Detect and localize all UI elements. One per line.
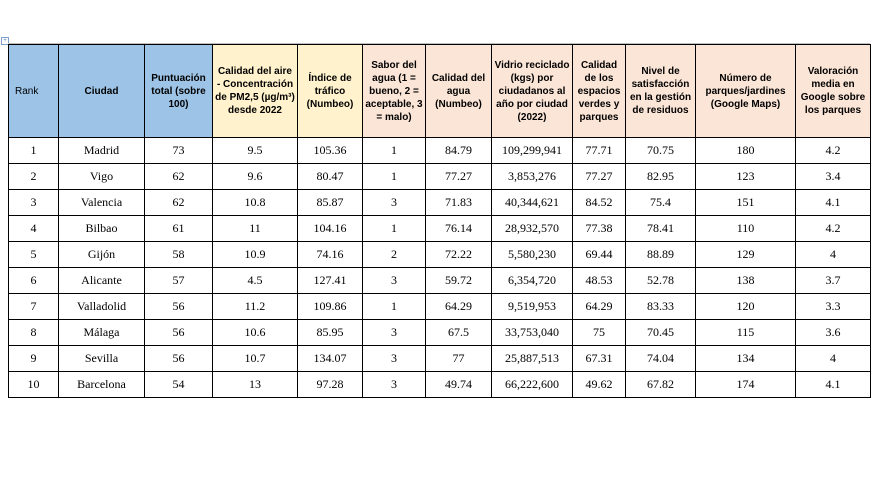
header-waste-management: Nivel de satisfacción en la gestión de residuos xyxy=(626,45,696,138)
header-water-quality: Calidad del agua (Numbeo) xyxy=(426,45,492,138)
cell-water-quality: 59.72 xyxy=(426,268,492,294)
cell-park-count: 174 xyxy=(696,372,796,398)
cell-air-quality: 10.7 xyxy=(213,346,298,372)
cell-park-count: 120 xyxy=(696,294,796,320)
cell-green-spaces: 49.62 xyxy=(573,372,626,398)
cell-park-count: 180 xyxy=(696,138,796,164)
header-score: Puntuación total (sobre 100) xyxy=(145,45,213,138)
cell-city: Valladolid xyxy=(59,294,145,320)
cell-score: 58 xyxy=(145,242,213,268)
table-body xyxy=(9,138,871,398)
cell-air-quality: 9.5 xyxy=(213,138,298,164)
cell-park-count: 134 xyxy=(696,346,796,372)
cell-park-rating: 4 xyxy=(796,346,871,372)
cell-rank: 5 xyxy=(9,242,59,268)
cell-recycled-glass: 25,887,513 xyxy=(492,346,573,372)
cell-water-taste: 1 xyxy=(363,138,426,164)
cell-air-quality: 11 xyxy=(213,216,298,242)
cell-park-rating: 4.2 xyxy=(796,216,871,242)
cell-water-quality: 67.5 xyxy=(426,320,492,346)
cell-water-quality: 77.27 xyxy=(426,164,492,190)
cell-city: Málaga xyxy=(59,320,145,346)
cell-park-count: 115 xyxy=(696,320,796,346)
cell-park-count: 123 xyxy=(696,164,796,190)
cell-city: Valencia xyxy=(59,190,145,216)
cell-score: 62 xyxy=(145,164,213,190)
cell-waste-management: 74.04 xyxy=(626,346,696,372)
cell-traffic-index: 104.16 xyxy=(298,216,363,242)
cell-city: Vigo xyxy=(59,164,145,190)
cell-recycled-glass: 40,344,621 xyxy=(492,190,573,216)
cell-water-taste: 2 xyxy=(363,242,426,268)
table-row xyxy=(9,190,871,216)
cell-air-quality: 10.9 xyxy=(213,242,298,268)
cell-score: 57 xyxy=(145,268,213,294)
cell-recycled-glass: 3,853,276 xyxy=(492,164,573,190)
cell-score: 56 xyxy=(145,294,213,320)
cell-recycled-glass: 66,222,600 xyxy=(492,372,573,398)
cell-city: Sevilla xyxy=(59,346,145,372)
cell-park-rating: 3.6 xyxy=(796,320,871,346)
header-park-count: Número de parques/jardines (Google Maps) xyxy=(696,45,796,138)
cell-air-quality: 10.8 xyxy=(213,190,298,216)
table-row xyxy=(9,164,871,190)
cell-score: 62 xyxy=(145,190,213,216)
cell-green-spaces: 48.53 xyxy=(573,268,626,294)
cell-city: Bilbao xyxy=(59,216,145,242)
cell-green-spaces: 77.27 xyxy=(573,164,626,190)
cell-green-spaces: 67.31 xyxy=(573,346,626,372)
city-ranking-table xyxy=(8,44,871,398)
header-park-rating: Valoración media en Google sobre los parques xyxy=(796,45,871,138)
cell-traffic-index: 80.47 xyxy=(298,164,363,190)
table-row xyxy=(9,268,871,294)
cell-water-quality: 84.79 xyxy=(426,138,492,164)
cell-traffic-index: 97.28 xyxy=(298,372,363,398)
cell-air-quality: 9.6 xyxy=(213,164,298,190)
cell-park-count: 138 xyxy=(696,268,796,294)
cell-waste-management: 78.41 xyxy=(626,216,696,242)
cell-water-taste: 3 xyxy=(363,372,426,398)
cell-park-rating: 4.2 xyxy=(796,138,871,164)
cell-recycled-glass: 33,753,040 xyxy=(492,320,573,346)
cell-park-rating: 4.1 xyxy=(796,190,871,216)
header-traffic-index: Índice de tráfico (Numbeo) xyxy=(298,45,363,138)
cell-park-rating: 3.7 xyxy=(796,268,871,294)
cell-rank: 2 xyxy=(9,164,59,190)
cell-rank: 1 xyxy=(9,138,59,164)
cell-score: 73 xyxy=(145,138,213,164)
table-move-handle-icon[interactable]: + xyxy=(1,37,9,45)
cell-water-quality: 72.22 xyxy=(426,242,492,268)
cell-recycled-glass: 5,580,230 xyxy=(492,242,573,268)
cell-park-rating: 3.4 xyxy=(796,164,871,190)
cell-waste-management: 83.33 xyxy=(626,294,696,320)
header-air-quality: Calidad del aire - Concentración de PM2,5 (µg/m³) desde 2022 xyxy=(213,45,298,138)
cell-rank: 6 xyxy=(9,268,59,294)
cell-traffic-index: 105.36 xyxy=(298,138,363,164)
header-row xyxy=(9,45,871,138)
cell-city: Alicante xyxy=(59,268,145,294)
cell-rank: 3 xyxy=(9,190,59,216)
cell-city: Madrid xyxy=(59,138,145,164)
cell-traffic-index: 109.86 xyxy=(298,294,363,320)
cell-score: 56 xyxy=(145,346,213,372)
cell-waste-management: 82.95 xyxy=(626,164,696,190)
cell-green-spaces: 84.52 xyxy=(573,190,626,216)
cell-waste-management: 70.75 xyxy=(626,138,696,164)
cell-waste-management: 52.78 xyxy=(626,268,696,294)
table-row xyxy=(9,320,871,346)
cell-waste-management: 67.82 xyxy=(626,372,696,398)
cell-rank: 9 xyxy=(9,346,59,372)
cell-water-taste: 1 xyxy=(363,294,426,320)
cell-park-count: 110 xyxy=(696,216,796,242)
cell-recycled-glass: 109,299,941 xyxy=(492,138,573,164)
cell-water-quality: 76.14 xyxy=(426,216,492,242)
table-row xyxy=(9,346,871,372)
cell-water-taste: 1 xyxy=(363,164,426,190)
cell-park-rating: 3.3 xyxy=(796,294,871,320)
cell-water-taste: 3 xyxy=(363,320,426,346)
cell-rank: 8 xyxy=(9,320,59,346)
cell-score: 61 xyxy=(145,216,213,242)
table-row xyxy=(9,372,871,398)
cell-park-count: 151 xyxy=(696,190,796,216)
cell-air-quality: 4.5 xyxy=(213,268,298,294)
table-row xyxy=(9,216,871,242)
header-recycled-glass: Vidrio reciclado (kgs) por ciudadanos al año por ciudad (2022) xyxy=(492,45,573,138)
cell-park-rating: 4.1 xyxy=(796,372,871,398)
cell-rank: 10 xyxy=(9,372,59,398)
cell-green-spaces: 64.29 xyxy=(573,294,626,320)
cell-water-quality: 71.83 xyxy=(426,190,492,216)
cell-water-taste: 3 xyxy=(363,268,426,294)
cell-park-rating: 4 xyxy=(796,242,871,268)
cell-green-spaces: 69.44 xyxy=(573,242,626,268)
cell-city: Barcelona xyxy=(59,372,145,398)
header-green-spaces: Calidad de los espacios verdes y parques xyxy=(573,45,626,138)
cell-traffic-index: 85.87 xyxy=(298,190,363,216)
cell-recycled-glass: 6,354,720 xyxy=(492,268,573,294)
cell-waste-management: 88.89 xyxy=(626,242,696,268)
cell-city: Gijón xyxy=(59,242,145,268)
cell-waste-management: 70.45 xyxy=(626,320,696,346)
table-row xyxy=(9,138,871,164)
cell-recycled-glass: 9,519,953 xyxy=(492,294,573,320)
cell-air-quality: 10.6 xyxy=(213,320,298,346)
cell-traffic-index: 74.16 xyxy=(298,242,363,268)
table-row xyxy=(9,294,871,320)
cell-park-count: 129 xyxy=(696,242,796,268)
cell-water-taste: 3 xyxy=(363,190,426,216)
cell-air-quality: 13 xyxy=(213,372,298,398)
cell-water-quality: 77 xyxy=(426,346,492,372)
cell-air-quality: 11.2 xyxy=(213,294,298,320)
cell-water-taste: 3 xyxy=(363,346,426,372)
cell-green-spaces: 75 xyxy=(573,320,626,346)
header-water-taste: Sabor del agua (1 = bueno, 2 = aceptable, 3 = malo) xyxy=(363,45,426,138)
cell-score: 56 xyxy=(145,320,213,346)
cell-traffic-index: 134.07 xyxy=(298,346,363,372)
table-row xyxy=(9,242,871,268)
cell-rank: 4 xyxy=(9,216,59,242)
cell-water-quality: 64.29 xyxy=(426,294,492,320)
cell-recycled-glass: 28,932,570 xyxy=(492,216,573,242)
cell-green-spaces: 77.38 xyxy=(573,216,626,242)
cell-green-spaces: 77.71 xyxy=(573,138,626,164)
cell-water-quality: 49.74 xyxy=(426,372,492,398)
cell-traffic-index: 127.41 xyxy=(298,268,363,294)
cell-score: 54 xyxy=(145,372,213,398)
cell-traffic-index: 85.95 xyxy=(298,320,363,346)
cell-waste-management: 75.4 xyxy=(626,190,696,216)
cell-rank: 7 xyxy=(9,294,59,320)
header-rank: Rank xyxy=(9,45,59,138)
cell-water-taste: 1 xyxy=(363,216,426,242)
header-city: Ciudad xyxy=(59,45,145,138)
